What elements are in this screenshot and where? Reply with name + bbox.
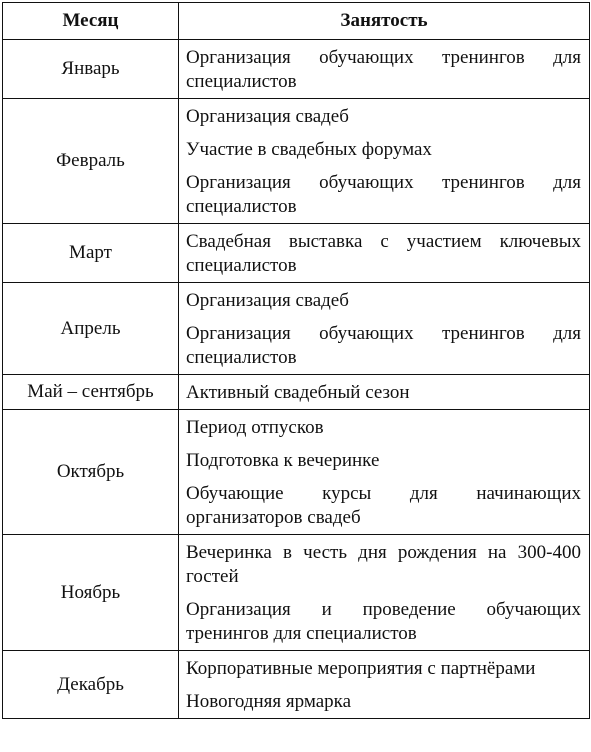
occupation-item: Вечеринка в честь дня рождения на 300-400 гостей bbox=[186, 542, 581, 587]
month-cell: Октябрь bbox=[3, 410, 179, 535]
occupation-item: Организация и проведение обучающих тренингов для специалистов bbox=[186, 599, 581, 644]
occupation-item: Организация свадеб bbox=[186, 106, 349, 127]
occupation-item: Корпоративные мероприятия с партнёрами bbox=[186, 658, 536, 679]
occupation-cell bbox=[179, 224, 590, 283]
month-cell: Ноябрь bbox=[3, 535, 179, 651]
table-row bbox=[3, 40, 590, 99]
occupation-cell bbox=[179, 40, 590, 99]
month-cell: Январь bbox=[3, 40, 179, 99]
occupation-cell bbox=[179, 99, 590, 224]
table-row bbox=[3, 535, 590, 651]
schedule-table-wrapper bbox=[2, 2, 589, 719]
month-cell: Декабрь bbox=[3, 651, 179, 719]
occupation-item: Организация обучающих тренингов для специалистов bbox=[186, 172, 581, 217]
occupation-cell bbox=[179, 410, 590, 535]
occupation-item: Новогодняя ярмарка bbox=[186, 691, 352, 712]
schedule-table bbox=[2, 2, 590, 719]
month-cell: Май – сентябрь bbox=[3, 375, 179, 410]
month-cell: Март bbox=[3, 224, 179, 283]
occupation-item: Участие в свадебных форумах bbox=[186, 139, 432, 160]
table-row bbox=[3, 651, 590, 719]
table-body bbox=[3, 40, 590, 719]
header-month: Месяц bbox=[3, 3, 179, 40]
occupation-cell bbox=[179, 651, 590, 719]
table-row bbox=[3, 375, 590, 410]
month-cell: Апрель bbox=[3, 283, 179, 375]
occupation-item: Подготовка к вечеринке bbox=[186, 450, 380, 471]
occupation-item: Активный свадебный сезон bbox=[186, 382, 410, 403]
occupation-item: Обучающие курсы для начинающих организаторов свадеб bbox=[186, 483, 581, 528]
occupation-item: Период отпусков bbox=[186, 417, 324, 438]
occupation-cell bbox=[179, 283, 590, 375]
table-row bbox=[3, 224, 590, 283]
table-row bbox=[3, 283, 590, 375]
occupation-item: Организация свадеб bbox=[186, 290, 349, 311]
occupation-cell bbox=[179, 375, 590, 410]
table-header-row bbox=[3, 3, 590, 40]
month-cell: Февраль bbox=[3, 99, 179, 224]
table-row bbox=[3, 99, 590, 224]
occupation-item: Организация обучающих тренингов для специалистов bbox=[186, 323, 581, 368]
header-occupation: Занятость bbox=[179, 3, 590, 40]
occupation-item: Свадебная выставка с участием ключевых специалистов bbox=[186, 231, 581, 276]
table-row bbox=[3, 410, 590, 535]
occupation-item: Организация обучающих тренингов для специалистов bbox=[186, 47, 581, 92]
occupation-cell bbox=[179, 535, 590, 651]
